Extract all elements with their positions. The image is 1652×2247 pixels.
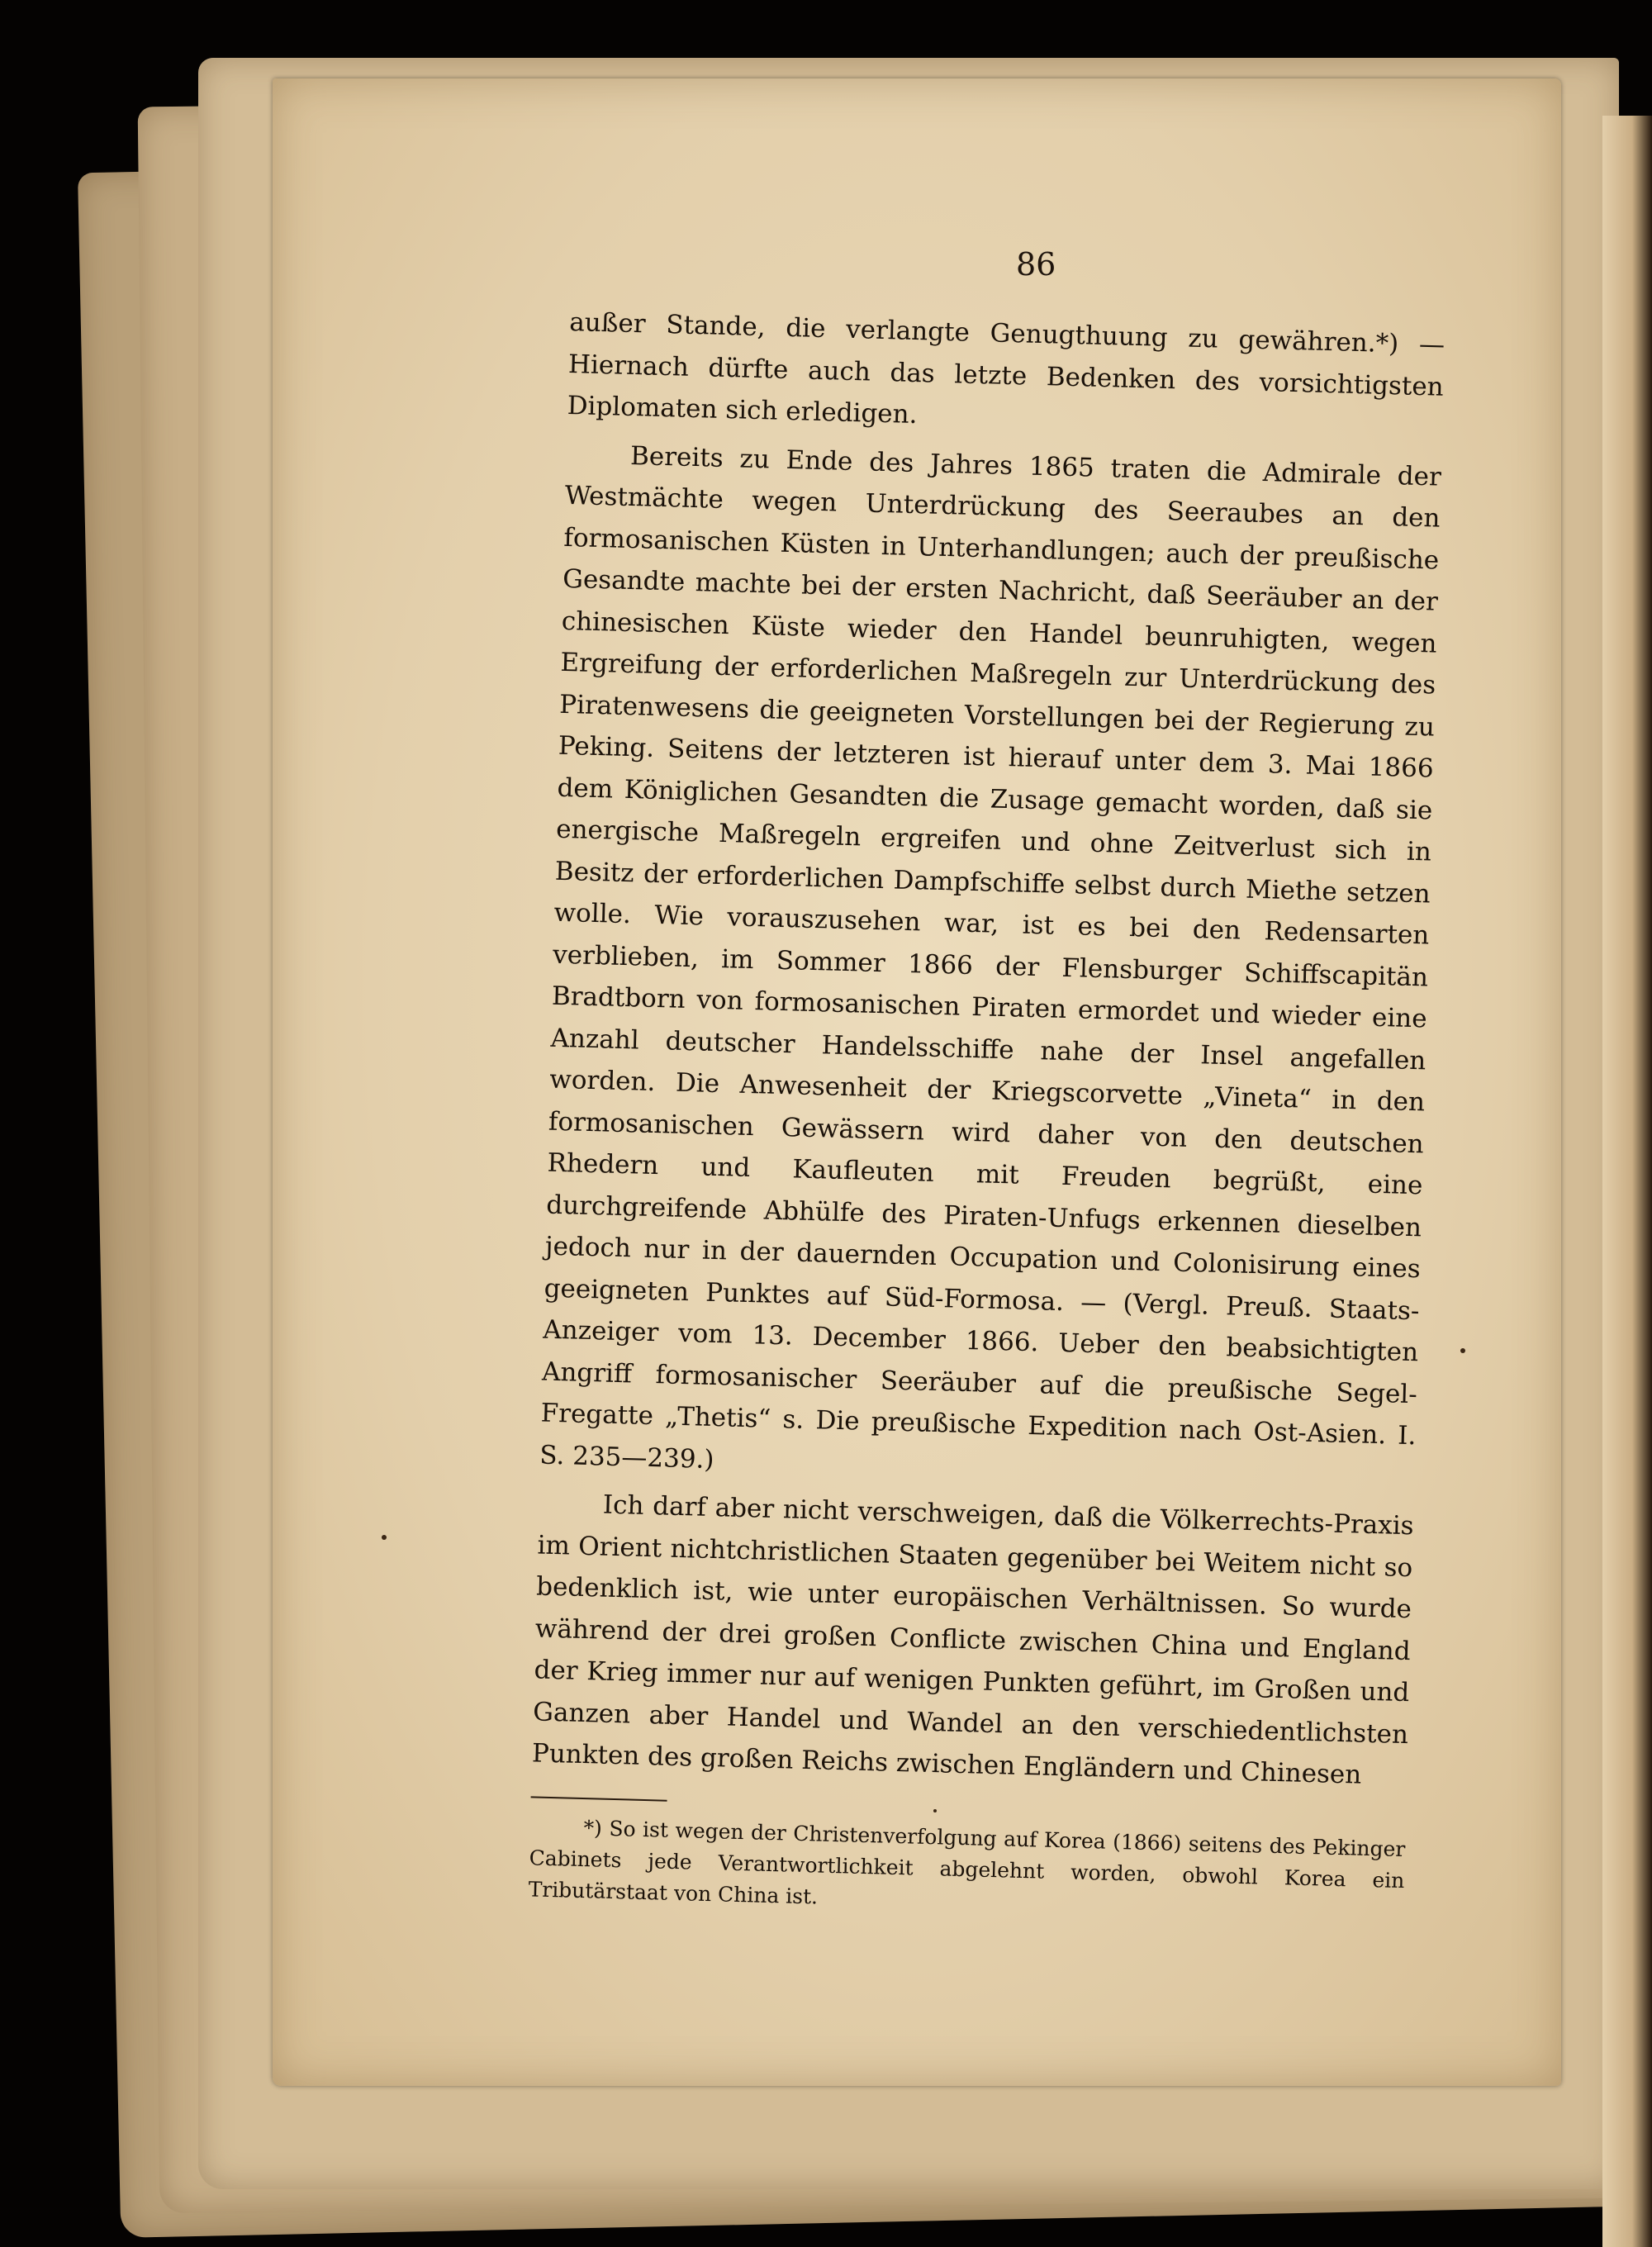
paragraph-2: Bereits zu Ende des Jahres 1865 traten die Admirale der Westmächte wegen Unterdrückung des Seeraubes an den formosanischen Küsten in Unterhandlungen; auch der preußische Gesandte machte bei der ersten Nachricht, daß Seeräuber an der chinesischen Küste wieder den Handel beunruhigten, wegen Ergreifung der erforderlichen Maßregeln zur Unterdrückung des Piratenwesens die geeigneten Vorstellungen bei der Regierung zu Peking. Seitens der letzteren ist hierauf unter dem 3. Mai 1866 dem Königlichen Gesandten die Zusage gemacht worden, daß sie energische Maßregeln ergreifen und ohne Zeitverlust sich in Besitz der erforderlichen Dampfschiffe selbst durch Miethe setzen wolle. Wie vorauszusehen war, ist es bei den Redensarten verblieben, im Sommer 1866 der Flensburger Schiffscapitän Bradtborn von formosanischen Piraten ermordet und wieder eine Anzahl deutscher Handelsschiffe nahe der Insel angefallen worden. Die Anwesenheit der Kriegscorvette „Vineta“ in den formosanischen Gewässern wird daher von den deutschen Rhedern und Kaufleuten mit Freuden begrüßt, eine durchgreifende Abhülfe des Piraten-Unfugs erkennen dieselben jedoch nur in der dauernden Occupation und Colonisirung eines geeigneten Punktes auf Süd-Formosa. — (Vergl. Preuß. Staats-Anzeiger vom 13. December 1866. Ueber den beabsichtigten Angriff formosanischer Seeräuber auf die preußische Segel-Fregatte „Thetis“ s. Die preußische Expedition nach Ost-Asien. I. S. 235—239.) [539, 440, 1442, 1475]
paper-speck [933, 1809, 937, 1812]
book-spine-edge [1602, 116, 1652, 2247]
footnote-divider [531, 1796, 667, 1801]
paragraph-1: außer Stande, die verlangte Genugthuung zu gewähren.*) — Hiernach dürfte auch das letzte Bedenken des vorsichtigsten Diplomaten sich erledigen. [567, 306, 1446, 430]
page-number: 86 [1016, 246, 1056, 283]
paper-speck [382, 1535, 387, 1540]
paper-speck [1460, 1348, 1465, 1353]
paragraph-3: Ich darf aber nicht verschweigen, daß die Völkerrechts-Praxis im Orient nichtchristlichen Staaten gegenüber bei Weitem nicht so bedenklich ist, wie unter europäischen Verhältnissen. So wurde während der drei großen Conflicte zwischen China und England der Krieg immer nur auf wenigen Punkten geführt, im Großen und Ganzen aber Handel und Wandel an den verschiedentlichsten Punkten des großen Reichs zwischen Engländern und Chinesen [531, 1489, 1415, 1790]
body-text [528, 302, 1445, 1928]
footnote: *) So ist wegen der Christenverfolgung auf Korea (1866) seitens des Pekinger Cabinets jede Verantwortlichkeit abgelehnt worden, obwohl Korea ein Tributärstaat von China ist. [528, 1815, 1406, 1909]
